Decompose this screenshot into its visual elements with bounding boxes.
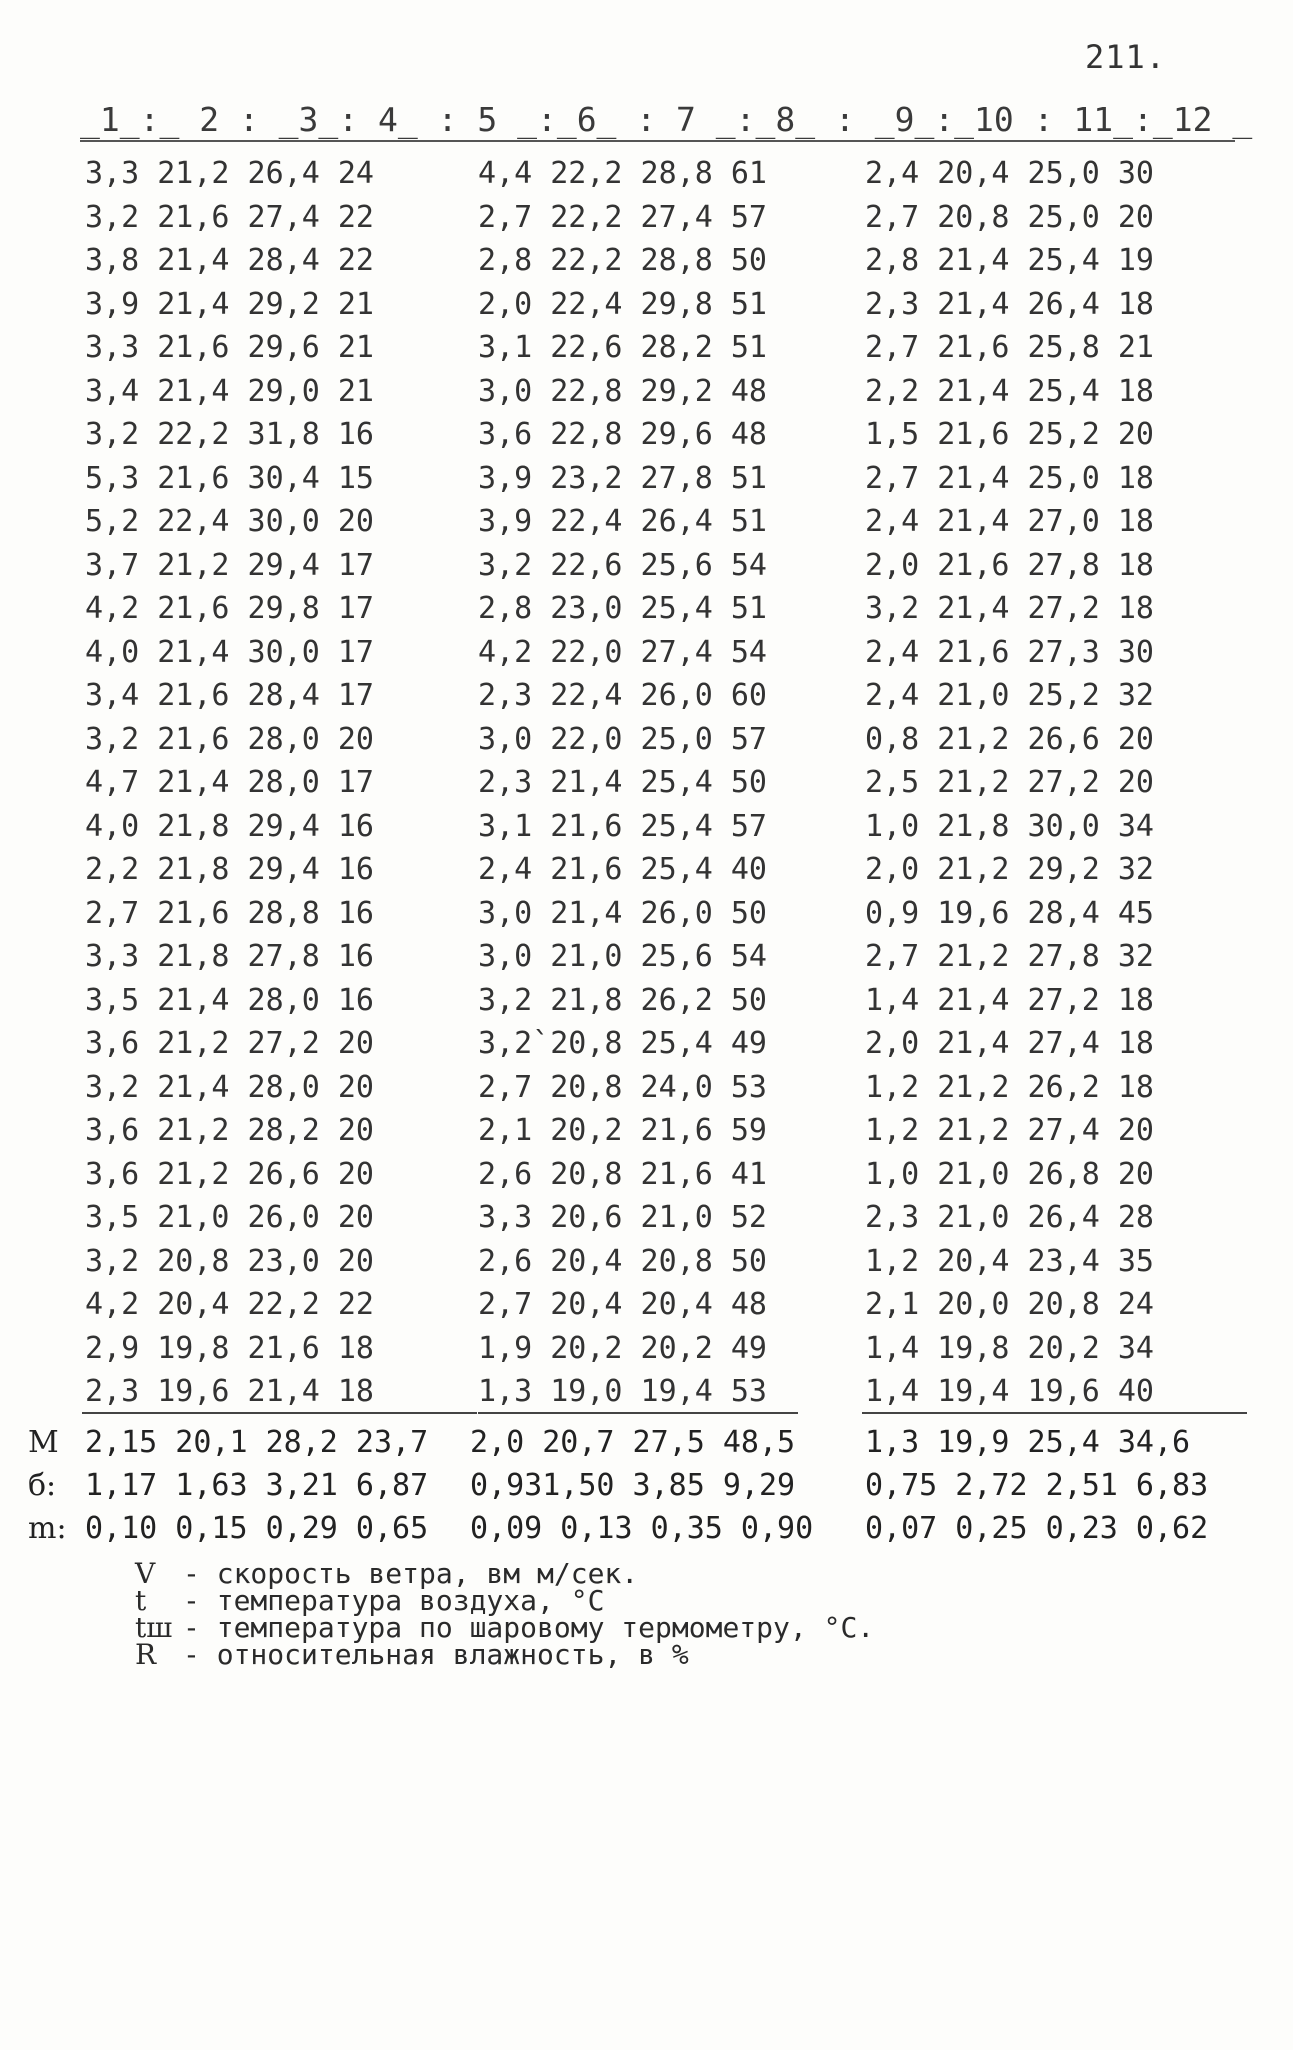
- row-group-3: 2,4 21,0 25,2 32: [865, 678, 1154, 713]
- row-group-3: 2,7 21,2 27,8 32: [865, 939, 1154, 974]
- row-group-1: 4,0 21,8 29,4 16: [85, 808, 374, 844]
- stat-group-1: 0,10 0,15 0,29 0,65: [85, 1511, 429, 1546]
- row-group-3: 0,9 19,6 28,4 45: [865, 895, 1154, 931]
- table-row: [0, 1157, 1293, 1201]
- row-group-1: 3,2 21,6 28,0 20: [85, 721, 374, 757]
- stat-group-1: 2,15 20,1 28,2 23,7: [85, 1425, 429, 1460]
- row-group-2: 2,6 20,8 21,6 41: [478, 1156, 767, 1192]
- group-total-rule: [82, 1412, 477, 1414]
- row-group-2: 3,2 22,6 25,6 54: [478, 547, 767, 583]
- row-group-1: 3,5 21,0 26,0 20: [85, 1200, 374, 1235]
- stat-label: б:: [28, 1468, 57, 1503]
- row-group-3: 1,2 20,4 23,4 35: [865, 1243, 1154, 1279]
- stat-group-3: 0,75 2,72 2,51 6,83: [865, 1468, 1209, 1503]
- row-group-3: 2,5 21,2 27,2 20: [865, 765, 1154, 800]
- row-group-3: 2,7 21,4 25,0 18: [865, 460, 1154, 496]
- table-row: [0, 461, 1293, 505]
- row-group-3: 2,0 21,2 29,2 32: [865, 852, 1154, 887]
- legend-symbol: V: [135, 1557, 156, 1590]
- row-group-1: 3,4 21,4 29,0 21: [85, 373, 374, 409]
- legend-symbol: R: [135, 1638, 157, 1671]
- stat-group-2: 0,931,50 3,85 9,29: [470, 1468, 796, 1503]
- row-group-3: 2,8 21,4 25,4 19: [865, 243, 1154, 278]
- legend: [135, 1557, 875, 1671]
- row-group-1: 3,6 21,2 26,6 20: [85, 1156, 374, 1192]
- row-group-3: 1,5 21,6 25,2 20: [865, 417, 1154, 452]
- stat-group-1: 1,17 1,63 3,21 6,87: [85, 1468, 429, 1503]
- row-group-2: 3,1 21,6 25,4 57: [478, 808, 767, 844]
- row-group-1: 3,2 21,4 28,0 20: [85, 1069, 374, 1105]
- table-row: [0, 330, 1293, 374]
- table-row: [0, 1200, 1293, 1244]
- row-group-3: 2,0 21,4 27,4 18: [865, 1026, 1154, 1061]
- row-group-3: 1,2 21,2 26,2 18: [865, 1069, 1154, 1105]
- row-group-2: 2,3 22,4 26,0 60: [478, 678, 767, 713]
- column-header-row: _1_:_ 2 : _3_: 4_ : 5 _:_6_ : 7 _:_8_ : _9_:_10 : 11_:_12 _: [80, 100, 1253, 139]
- table-row: [0, 722, 1293, 766]
- row-group-2: 2,8 22,2 28,8 50: [478, 243, 767, 278]
- table-row: [0, 983, 1293, 1027]
- row-group-2: 3,0 22,8 29,2 48: [478, 373, 767, 409]
- row-group-2: 3,9 22,4 26,4 51: [478, 504, 767, 539]
- table-row: [0, 200, 1293, 244]
- group-total-rule: [862, 1412, 1247, 1414]
- table-row: [0, 1026, 1293, 1070]
- legend-text: - температура воздуха, °С: [183, 1584, 605, 1617]
- row-group-3: 1,4 19,8 20,2 34: [865, 1330, 1154, 1366]
- row-group-3: 2,3 21,4 26,4 18: [865, 286, 1154, 322]
- table-row: [0, 1331, 1293, 1375]
- row-group-3: 2,4 20,4 25,0 30: [865, 156, 1154, 191]
- table-row: [0, 243, 1293, 287]
- row-group-3: 2,4 21,4 27,0 18: [865, 504, 1154, 539]
- table-row: [0, 765, 1293, 809]
- row-group-3: 1,4 19,4 19,6 40: [865, 1374, 1154, 1409]
- legend-text: - относительная влажность, в %: [183, 1638, 689, 1671]
- row-group-2: 2,7 20,4 20,4 48: [478, 1287, 767, 1322]
- row-group-3: 1,0 21,8 30,0 34: [865, 808, 1154, 844]
- table-row: [0, 678, 1293, 722]
- table-row: [0, 504, 1293, 548]
- row-group-1: 3,3 21,8 27,8 16: [85, 939, 374, 974]
- row-group-3: 2,3 21,0 26,4 28: [865, 1200, 1154, 1235]
- table-row: [0, 1244, 1293, 1288]
- table-row: [0, 1113, 1293, 1157]
- table-row: [0, 591, 1293, 635]
- table-row: [0, 939, 1293, 983]
- statistics-block: [0, 1425, 1293, 1554]
- row-group-1: 5,3 21,6 30,4 15: [85, 460, 374, 496]
- row-group-3: 1,0 21,0 26,8 20: [865, 1156, 1154, 1192]
- stat-row: [0, 1511, 1293, 1554]
- row-group-3: 2,7 20,8 25,0 20: [865, 199, 1154, 235]
- legend-text: - скорость ветра, вм м/сек.: [183, 1557, 639, 1590]
- row-group-1: 4,7 21,4 28,0 17: [85, 765, 374, 800]
- row-group-2: 2,8 23,0 25,4 51: [478, 591, 767, 626]
- row-group-3: 3,2 21,4 27,2 18: [865, 591, 1154, 626]
- legend-item-t: [135, 1584, 874, 1617]
- row-group-2: 2,6 20,4 20,8 50: [478, 1243, 767, 1279]
- group-total-rule: [478, 1412, 798, 1414]
- table-row: [0, 852, 1293, 896]
- row-group-2: 3,9 23,2 27,8 51: [478, 460, 767, 496]
- row-group-2: 2,0 22,4 29,8 51: [478, 286, 767, 322]
- row-group-3: 2,7 21,6 25,8 21: [865, 330, 1154, 365]
- row-group-2: 3,2 21,8 26,2 50: [478, 982, 767, 1018]
- row-group-1: 3,3 21,2 26,4 24: [85, 156, 374, 191]
- row-group-2: 3,3 20,6 21,0 52: [478, 1200, 767, 1235]
- row-group-1: 2,2 21,8 29,4 16: [85, 852, 374, 887]
- row-group-2: 2,7 22,2 27,4 57: [478, 199, 767, 235]
- row-group-2: 3,0 21,0 25,6 54: [478, 939, 767, 974]
- row-group-2: 3,6 22,8 29,6 48: [478, 417, 767, 452]
- row-group-1: 4,2 21,6 29,8 17: [85, 591, 374, 626]
- header-rule: [80, 140, 1235, 142]
- stat-row: [0, 1468, 1293, 1511]
- stat-row: [0, 1425, 1293, 1468]
- table-row: [0, 896, 1293, 940]
- table-row: [0, 287, 1293, 331]
- row-group-1: 2,9 19,8 21,6 18: [85, 1330, 374, 1366]
- table-row: [0, 156, 1293, 200]
- stat-group-2: 0,09 0,13 0,35 0,90: [470, 1511, 814, 1546]
- row-group-3: 2,4 21,6 27,3 30: [865, 634, 1154, 670]
- row-group-3: 1,2 21,2 27,4 20: [865, 1113, 1154, 1148]
- table-row: [0, 1287, 1293, 1331]
- row-group-3: 0,8 21,2 26,6 20: [865, 721, 1154, 757]
- legend-text: - температура по шаровому термометру, °С.: [183, 1611, 875, 1644]
- row-group-2: 1,9 20,2 20,2 49: [478, 1330, 767, 1366]
- table-row: [0, 374, 1293, 418]
- row-group-3: 2,0 21,6 27,8 18: [865, 547, 1154, 583]
- table-row: [0, 635, 1293, 679]
- row-group-1: 3,6 21,2 27,2 20: [85, 1026, 374, 1061]
- row-group-1: 3,2 22,2 31,8 16: [85, 417, 374, 452]
- row-group-2: 3,1 22,6 28,2 51: [478, 330, 767, 365]
- legend-item-tsh: [135, 1611, 875, 1644]
- stat-group-3: 1,3 19,9 25,4 34,6: [865, 1425, 1191, 1460]
- table-row: [0, 1374, 1293, 1418]
- row-group-1: 3,3 21,6 29,6 21: [85, 330, 374, 365]
- row-group-2: 2,3 21,4 25,4 50: [478, 765, 767, 800]
- row-group-1: 3,9 21,4 29,2 21: [85, 286, 374, 322]
- legend-item-r: [135, 1638, 874, 1671]
- row-group-2: 4,2 22,0 27,4 54: [478, 634, 767, 670]
- row-group-1: 2,3 19,6 21,4 18: [85, 1374, 374, 1409]
- row-group-1: 4,2 20,4 22,2 22: [85, 1287, 374, 1322]
- row-group-1: 3,6 21,2 28,2 20: [85, 1113, 374, 1148]
- table-row: [0, 548, 1293, 592]
- row-group-1: 4,0 21,4 30,0 17: [85, 634, 374, 670]
- table-row: [0, 417, 1293, 461]
- row-group-2: 3,2`20,8 25,4 49: [478, 1026, 767, 1061]
- row-group-2: 3,0 22,0 25,0 57: [478, 721, 767, 757]
- table-row: [0, 1070, 1293, 1114]
- stat-group-2: 2,0 20,7 27,5 48,5: [470, 1425, 796, 1460]
- stat-label: m:: [28, 1511, 67, 1546]
- row-group-1: 5,2 22,4 30,0 20: [85, 504, 374, 539]
- row-group-1: 3,7 21,2 29,4 17: [85, 547, 374, 583]
- row-group-1: 3,5 21,4 28,0 16: [85, 982, 374, 1018]
- table-row: [0, 809, 1293, 853]
- data-table: [0, 156, 1293, 1418]
- row-group-2: 4,4 22,2 28,8 61: [478, 156, 767, 191]
- legend-symbol: t: [135, 1584, 147, 1617]
- page-number: 211.: [1085, 38, 1167, 76]
- row-group-1: 2,7 21,6 28,8 16: [85, 895, 374, 931]
- row-group-2: 1,3 19,0 19,4 53: [478, 1374, 767, 1409]
- legend-item-v: [135, 1557, 874, 1590]
- stat-group-3: 0,07 0,25 0,23 0,62: [865, 1511, 1209, 1546]
- legend-symbol: tш: [135, 1611, 173, 1644]
- row-group-1: 3,4 21,6 28,4 17: [85, 678, 374, 713]
- row-group-2: 2,4 21,6 25,4 40: [478, 852, 767, 887]
- row-group-3: 2,1 20,0 20,8 24: [865, 1287, 1154, 1322]
- row-group-1: 3,2 20,8 23,0 20: [85, 1243, 374, 1279]
- row-group-2: 2,7 20,8 24,0 53: [478, 1069, 767, 1105]
- row-group-3: 2,2 21,4 25,4 18: [865, 373, 1154, 409]
- row-group-2: 2,1 20,2 21,6 59: [478, 1113, 767, 1148]
- row-group-3: 1,4 21,4 27,2 18: [865, 982, 1154, 1018]
- row-group-1: 3,2 21,6 27,4 22: [85, 199, 374, 235]
- row-group-2: 3,0 21,4 26,0 50: [478, 895, 767, 931]
- stat-label: M: [28, 1425, 59, 1460]
- row-group-1: 3,8 21,4 28,4 22: [85, 243, 374, 278]
